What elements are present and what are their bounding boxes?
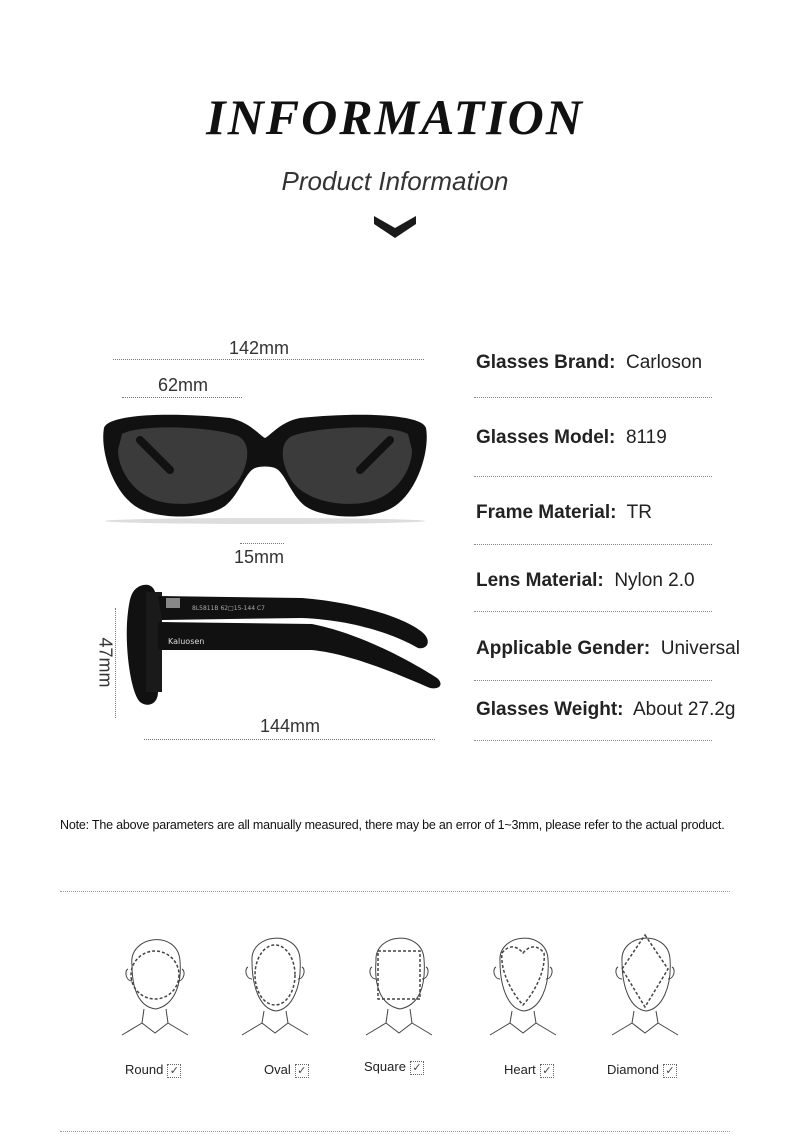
face-label-square: Square ✓ [364,1059,424,1075]
temple-length-line [144,739,435,740]
page-title: INFORMATION [206,89,584,145]
lens-width-line [122,397,242,398]
total-width-line [113,359,424,360]
bridge-line [240,543,284,544]
spec-divider [474,680,712,681]
checkbox-icon: ✓ [663,1064,677,1078]
face-label-diamond: Diamond ✓ [607,1062,677,1078]
face-round-illustration [118,925,192,1045]
spec-divider [474,476,712,477]
page-subtitle: Product Information [281,166,509,196]
face-oval-illustration [238,925,312,1045]
lens-height-label: 47mm [95,637,116,688]
spec-weight: Glasses Weight: About 27.2g [476,699,736,720]
chevron-down-icon [374,212,416,245]
face-heart-illustration [486,925,560,1045]
spec-brand: Glasses Brand: Carloson [476,352,703,373]
spec-divider [474,611,712,612]
checkbox-icon: ✓ [295,1064,309,1078]
temple-length-label: 144mm [260,716,321,736]
section-divider [60,1131,730,1132]
spec-divider [474,740,712,741]
spec-gender: Applicable Gender: Universal [476,638,740,659]
lens-width-label: 62mm [158,375,209,395]
checkbox-icon: ✓ [167,1064,181,1078]
face-square-illustration [362,925,436,1045]
spec-divider [474,397,712,398]
spec-frame-material: Frame Material: TR [476,502,652,523]
bridge-label: 15mm [234,547,285,567]
glasses-front-image [100,410,430,530]
face-label-round: Round ✓ [125,1062,181,1078]
spec-divider [474,544,712,545]
checkbox-icon: ✓ [540,1064,554,1078]
total-width-label: 142mm [229,338,290,358]
section-divider [60,891,730,892]
svg-text:8L5811B 62□15-144 C7: 8L5811B 62□15-144 C7 [192,605,265,612]
face-label-oval: Oval ✓ [264,1062,309,1078]
face-diamond-illustration [608,925,682,1045]
glasses-side-image [122,582,447,715]
temple-brand-print: Kaluosen [168,637,205,646]
checkbox-icon: ✓ [410,1061,424,1075]
measurement-note: Note: The above parameters are all manually measured, there may be an error of 1~3mm, please refer to the actual product. [60,818,725,832]
spec-lens-material: Lens Material: Nylon 2.0 [476,570,695,591]
spec-model: Glasses Model: 8119 [476,427,667,448]
face-label-heart: Heart ✓ [504,1062,554,1078]
